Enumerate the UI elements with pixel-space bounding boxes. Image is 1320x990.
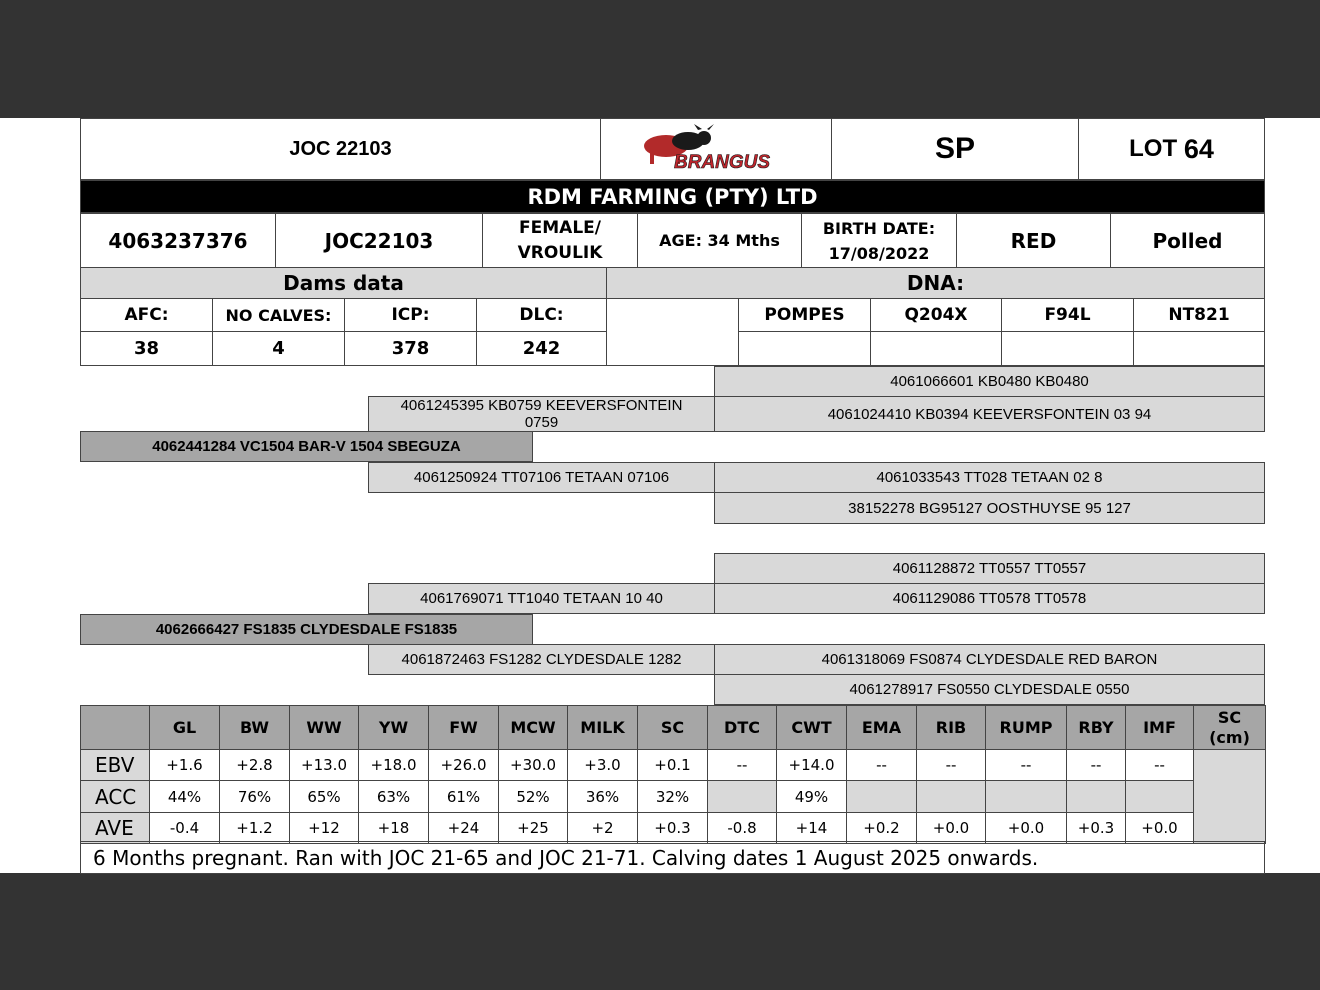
ebv-cell: -0.4: [149, 812, 220, 844]
ebv-cell: +2.8: [219, 749, 290, 781]
dna-title: DNA:: [606, 267, 1265, 299]
ebv-cell: [846, 780, 917, 813]
sex-line2: VROULIK: [517, 242, 603, 263]
dna-result-q204x: [870, 331, 1002, 366]
ebv-header-rib: RIB: [916, 705, 986, 750]
dna-blank: [606, 298, 739, 366]
logo-text: BRANGUS: [674, 152, 771, 173]
pedigree-dss: 4061128872 TT0557 TT0557: [714, 553, 1265, 584]
ebv-header-ema: EMA: [846, 705, 917, 750]
ebv-header-sc: SC: [637, 705, 708, 750]
dlc-label: DLC:: [476, 298, 607, 332]
ebv-cell: 44%: [149, 780, 220, 813]
ebv-cell: +25: [498, 812, 568, 844]
pedigree-sire-sire: 4061245395 KB0759 KEEVERSFONTEIN 0759: [368, 396, 715, 432]
ebv-cell: [707, 780, 777, 813]
icp-value: 378: [344, 331, 477, 366]
sex-line1: FEMALE/: [519, 217, 601, 238]
pedigree-sss: 4061066601 KB0480 KB0480: [714, 366, 1265, 397]
ebv-header-fw: FW: [428, 705, 499, 750]
ebv-row-label-ave: AVE: [80, 812, 150, 844]
ebv-cell: +0.1: [637, 749, 708, 781]
farm-name: RDM FARMING (PTY) LTD: [80, 180, 1265, 213]
ebv-header-gl: GL: [149, 705, 220, 750]
ebv-cell: +13.0: [289, 749, 359, 781]
ebv-cell: +24: [428, 812, 499, 844]
dna-test-q204x: Q204X: [870, 298, 1002, 332]
ebv-row-label-acc: ACC: [80, 780, 150, 813]
pedigree-dds: 4061318069 FS0874 CLYDESDALE RED BARON: [714, 644, 1265, 675]
ebv-cell: --: [707, 749, 777, 781]
ebv-cell: 52%: [498, 780, 568, 813]
ebv-header-imf: IMF: [1125, 705, 1194, 750]
pedigree-dam-dam: 4061872463 FS1282 CLYDESDALE 1282: [368, 644, 715, 675]
animal-tag: JOC22103: [275, 213, 483, 268]
ebv-cell: 61%: [428, 780, 499, 813]
brangus-logo: [600, 118, 832, 180]
lot-sheet: [0, 118, 1320, 873]
ebv-cell: 32%: [637, 780, 708, 813]
ebv-cell: --: [1125, 749, 1194, 781]
pedigree-dam-sire: 4061769071 TT1040 TETAAN 10 40: [368, 583, 715, 614]
ebv-cell: +2: [567, 812, 638, 844]
calves-value: 4: [212, 331, 345, 366]
afc-value: 38: [80, 331, 213, 366]
animal-horn: Polled: [1110, 213, 1265, 268]
ebv-cell: +0.0: [985, 812, 1067, 844]
dna-result-nt821: [1133, 331, 1265, 366]
ebv-header-corner: [80, 705, 150, 750]
ebv-header-yw: YW: [358, 705, 429, 750]
ebv-cell: +14: [776, 812, 847, 844]
pedigree-sds: 4061033543 TT028 TETAAN 02 8: [714, 462, 1265, 493]
ebv-cell: +1.6: [149, 749, 220, 781]
ebv-cell: 76%: [219, 780, 290, 813]
pedigree-sire-dam: 4061250924 TT07106 TETAAN 07106: [368, 462, 715, 493]
ebv-cell: +0.3: [1066, 812, 1126, 844]
brangus-logo-icon: [636, 124, 796, 174]
pedigree-dam: 4062666427 FS1835 CLYDESDALE FS1835: [80, 614, 533, 645]
birth-label: BIRTH DATE:: [822, 218, 936, 238]
dna-test-nt821: NT821: [1133, 298, 1265, 332]
ebv-cell: -0.8: [707, 812, 777, 844]
pedigree-ssd: 4061024410 KB0394 KEEVERSFONTEIN 03 94: [714, 396, 1265, 432]
lot-label: [1078, 118, 1265, 180]
ebv-header-dtc: DTC: [707, 705, 777, 750]
dlc-value: 242: [476, 331, 607, 366]
ebv-cell: +14.0: [776, 749, 847, 781]
ebv-cell: +12: [289, 812, 359, 844]
ebv-cell: 63%: [358, 780, 429, 813]
ebv-cell: +26.0: [428, 749, 499, 781]
ebv-cell: +0.3: [637, 812, 708, 844]
sc-cm-line2: (cm): [1209, 727, 1250, 747]
herd-code: JOC 22103: [80, 118, 601, 180]
afc-label: AFC:: [80, 298, 213, 332]
ebv-cell: +0.0: [916, 812, 986, 844]
ebv-cell: --: [1066, 749, 1126, 781]
ebv-header-cwt: CWT: [776, 705, 847, 750]
ebv-header-rump: RUMP: [985, 705, 1067, 750]
sc-cm-line1: SC: [1217, 707, 1242, 727]
ebv-cell: --: [916, 749, 986, 781]
ebv-cell: --: [985, 749, 1067, 781]
ebv-header-rby: RBY: [1066, 705, 1126, 750]
animal-age: AGE: 34 Mths: [637, 213, 802, 268]
dna-test-pompes: POMPES: [738, 298, 871, 332]
ebv-cell: --: [846, 749, 917, 781]
ebv-cell: +3.0: [567, 749, 638, 781]
ebv-cell: 65%: [289, 780, 359, 813]
dna-test-f94l: F94L: [1001, 298, 1134, 332]
ebv-header-bw: BW: [219, 705, 290, 750]
comment: 6 Months pregnant. Ran with JOC 21-65 and JOC 21-71. Calving dates 1 August 2025 onwards.: [80, 841, 1265, 874]
ebv-cell: 36%: [567, 780, 638, 813]
animal-sex: [482, 213, 638, 268]
birth-value: 17/08/2022: [828, 243, 930, 263]
ebv-cell: [1125, 780, 1194, 813]
ebv-cell: +0.0: [1125, 812, 1194, 844]
dna-result-pompes: [738, 331, 871, 366]
ebv-header-milk: MILK: [567, 705, 638, 750]
ebv-sc-cm-blank: [1193, 749, 1266, 844]
animal-id: 4063237376: [80, 213, 276, 268]
animal-colour: RED: [956, 213, 1111, 268]
ebv-cell: [916, 780, 986, 813]
calves-label: NO CALVES:: [212, 298, 345, 332]
pedigree-dsd: 4061129086 TT0578 TT0578: [714, 583, 1265, 614]
pedigree-sdd: 38152278 BG95127 OOSTHUYSE 95 127: [714, 492, 1265, 524]
ebv-cell: 49%: [776, 780, 847, 813]
ebv-cell: +18: [358, 812, 429, 844]
birth-date: [801, 213, 957, 268]
sp-label: SP: [831, 118, 1079, 180]
ebv-cell: +1.2: [219, 812, 290, 844]
ebv-cell: [1066, 780, 1126, 813]
ebv-cell: +0.2: [846, 812, 917, 844]
lot-number: 64: [1183, 133, 1214, 164]
ebv-header-mcw: MCW: [498, 705, 568, 750]
dna-result-f94l: [1001, 331, 1134, 366]
icp-label: ICP:: [344, 298, 477, 332]
lot-prefix: LOT: [1129, 135, 1178, 162]
pedigree-sire: 4062441284 VC1504 BAR-V 1504 SBEGUZA: [80, 431, 533, 462]
pedigree-ddd: 4061278917 FS0550 CLYDESDALE 0550: [714, 674, 1265, 705]
ebv-cell: +18.0: [358, 749, 429, 781]
ebv-cell: [985, 780, 1067, 813]
ebv-header-sc-cm: [1193, 705, 1266, 750]
dams-title: Dams data: [80, 267, 607, 299]
ebv-row-label-ebv: EBV: [80, 749, 150, 781]
ebv-header-ww: WW: [289, 705, 359, 750]
ebv-cell: +30.0: [498, 749, 568, 781]
